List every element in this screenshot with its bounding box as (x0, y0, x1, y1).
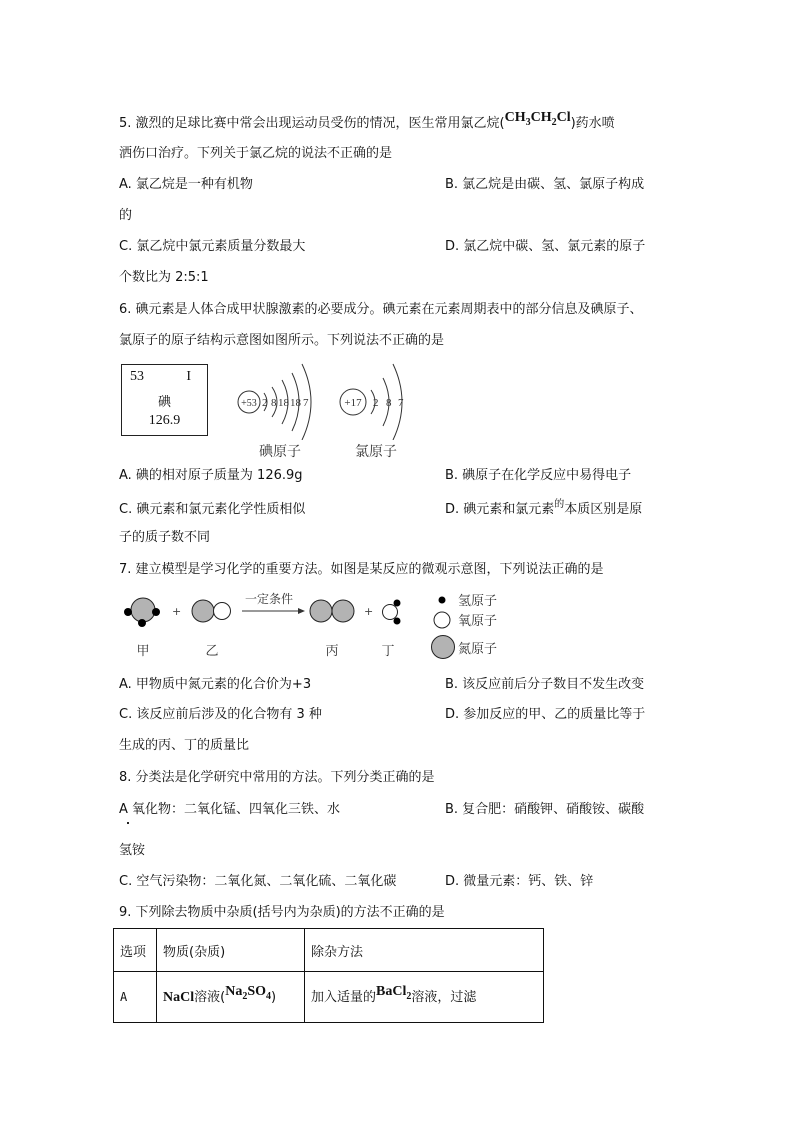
q8-option-b: B. 复合肥：硝酸钾、硝酸铵、碳酸 (445, 802, 645, 817)
hydrogen-atom (152, 608, 160, 616)
molecule-ding (383, 600, 401, 625)
reagent-formula: BaCl$_2$ (376, 984, 412, 1002)
periodic-table-card (121, 364, 208, 436)
chloroethane-formula: $CH_3CH_2Cl$ (504, 110, 571, 128)
q5-option-a: A. 氯乙烷是一种有机物 (119, 177, 253, 192)
reaction-diagram (115, 590, 415, 660)
oxygen-atom (214, 603, 231, 620)
q8-option-c: C. 空气污染物：二氧化氮、二氧化硫、二氧化碳 (119, 874, 397, 889)
label-jia: 甲 (136, 643, 150, 658)
iodine-nucleus-charge: +53 (241, 398, 257, 409)
q8-option-b-cont: 氢铵 (119, 843, 146, 858)
iodine-atom-diagram (232, 360, 332, 440)
q5-option-d-cont: 个数比为 2:5:1 (119, 270, 209, 285)
q5-option-d: D. 氯乙烷中碳、氢、氯元素的原子 (445, 239, 646, 254)
header-option: 选项 (114, 929, 157, 972)
chlorine-shell-3: 7 (398, 397, 404, 409)
table-row (114, 972, 544, 1023)
legend-oxygen-icon (434, 612, 450, 628)
plus-sign: + (172, 605, 182, 618)
q5-stem-line2: 洒伤口治疗。下列关于氯乙烷的说法不正确的是 (119, 146, 393, 161)
q6-stem-line1: 6. 碘元素是人体合成甲状腺激素的必要成分。碘元素在元素周期表中的部分信息及碘原子、 (119, 302, 643, 317)
nitrogen-atom (192, 600, 214, 622)
label-yi: 乙 (205, 643, 219, 658)
q7-option-c: C. 该反应前后涉及的化合物有 3 种 (119, 707, 322, 722)
legend-nitrogen-label: 氮原子 (458, 641, 498, 656)
iodine-shell-1: 2 (262, 397, 268, 409)
atomic-mass: 126.9 (148, 413, 181, 428)
stray-dot (127, 822, 129, 824)
q8-option-d: D. 微量元素：钙、铁、锌 (445, 874, 594, 889)
q8-option-a: A 氧化物：二氧化锰、四氧化三铁、水 (119, 802, 341, 817)
element-symbol: I (186, 369, 191, 384)
q7-option-a: A. 甲物质中氮元素的化合价为+3 (119, 677, 312, 692)
header-substance: 物质(杂质) (157, 929, 305, 972)
chlorine-atom-diagram (335, 360, 410, 440)
q6-option-b: B. 碘原子在化学反应中易得电子 (445, 468, 632, 483)
nitrogen-atom (131, 598, 155, 622)
oxygen-atom (383, 605, 398, 620)
row-method: 加入适量的BaCl$_2$溶液，过滤 (305, 972, 544, 1023)
arrow-head-icon (298, 608, 305, 614)
row-substance: NaCl溶液$(Na_2SO_4)$ (157, 972, 305, 1023)
header-method: 除杂方法 (305, 929, 544, 972)
iodine-atom-caption: 碘原子 (259, 445, 301, 460)
hydrogen-atom (124, 608, 132, 616)
q7-stem: 7. 建立模型是学习化学的重要方法。如图是某反应的微观示意图，下列说法正确的是 (119, 562, 604, 577)
q9-table (113, 928, 544, 1023)
substance-formula: NaCl (163, 990, 195, 1006)
hydrogen-atom (394, 600, 401, 607)
q5-stem-line1 (119, 110, 615, 138)
molecule-jia (124, 598, 160, 627)
iodine-shell-2: 8 (271, 397, 277, 409)
atomic-number: 53 (130, 369, 144, 384)
legend-nitrogen-icon (432, 636, 455, 659)
chlorine-shell-1: 2 (373, 397, 379, 409)
q8-stem: 8. 分类法是化学研究中常用的方法。下列分类正确的是 (119, 770, 435, 785)
molecule-bing (310, 600, 354, 622)
q7-option-b: B. 该反应前后分子数目不发生改变 (445, 677, 645, 692)
chlorine-nucleus-charge: +17 (344, 397, 362, 409)
element-name: 碘 (157, 394, 171, 409)
hydrogen-atom (394, 618, 401, 625)
q5-option-b: B. 氯乙烷是由碳、氢、氯原子构成 (445, 177, 645, 192)
iodine-shell-3: 18 (278, 397, 289, 409)
q9-stem: 9. 下列除去物质中杂质(括号内为杂质)的方法不正确的是 (119, 905, 445, 920)
q7-option-d: D. 参加反应的甲、乙的质量比等于 (445, 707, 646, 722)
q5-stem-text: 5. 激烈的足球比赛中常会出现运动员受伤的情况，医生常用氯乙烷( (119, 116, 505, 131)
plus-sign: + (364, 605, 374, 618)
q5-stem-text-end: )药水喷 (570, 116, 615, 131)
q6-option-c: C. 碘元素和氯元素化学性质相似 (119, 502, 306, 517)
q5-option-b-cont: 的 (119, 208, 133, 223)
table-header-row (114, 929, 544, 972)
q6-stem-line2: 氯原子的原子结构示意图如图所示。下列说法不正确的是 (119, 333, 445, 348)
row-option: A (114, 972, 157, 1023)
hydrogen-atom (138, 619, 146, 627)
impurity-formula: $Na_2SO_4$ (225, 984, 272, 1002)
reaction-condition: 一定条件 (245, 592, 294, 606)
molecule-yi (192, 600, 231, 622)
legend-hydrogen-label: 氢原子 (458, 593, 498, 608)
nitrogen-atom (332, 600, 354, 622)
nitrogen-atom (310, 600, 332, 622)
chlorine-atom-caption: 氯原子 (355, 445, 397, 460)
iodine-shell-4: 18 (290, 397, 301, 409)
q6-option-d-cont: 子的质子数不同 (119, 530, 211, 545)
label-bing: 丙 (325, 643, 339, 658)
label-ding: 丁 (381, 643, 395, 658)
q6-option-d: D. 碘元素和氯元素$^的$本质区别是原 (445, 499, 643, 517)
atom-legend (425, 590, 525, 665)
chlorine-shell-2: 8 (386, 397, 392, 409)
q7-option-d-cont: 生成的丙、丁的质量比 (119, 738, 250, 753)
legend-oxygen-label: 氧原子 (458, 613, 498, 628)
iodine-shell-5: 7 (303, 397, 309, 409)
q5-option-c: C. 氯乙烷中氯元素质量分数最大 (119, 239, 306, 254)
legend-hydrogen-icon (439, 597, 446, 604)
q6-option-a: A. 碘的相对原子质量为 126.9g (119, 468, 303, 483)
